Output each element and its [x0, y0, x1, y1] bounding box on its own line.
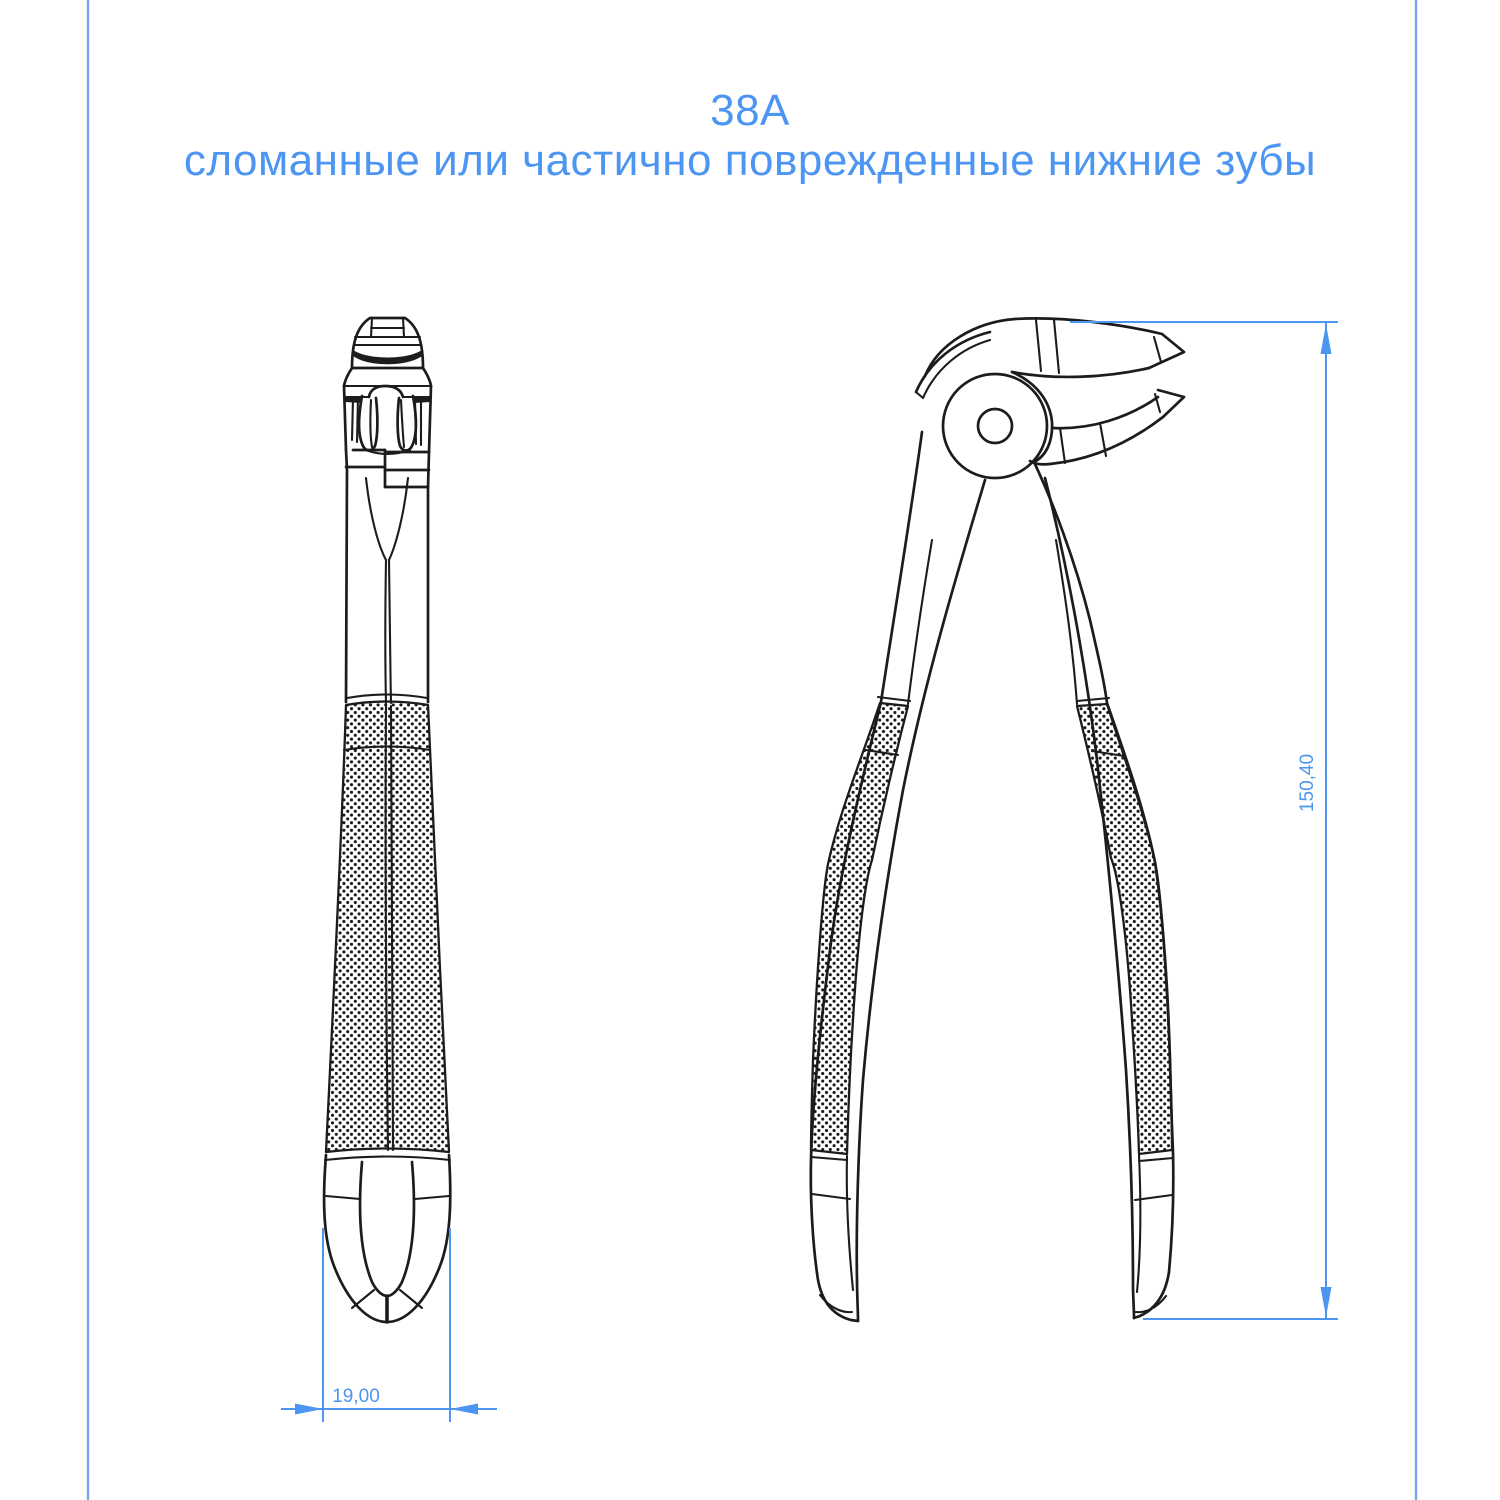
front-view-jaw-detail [344, 368, 431, 487]
instrument-description: сломанные или частично поврежденные нижние зубы [183, 136, 1317, 185]
side-view-left-handle [811, 432, 985, 1321]
side-view-lower-beak [1030, 390, 1184, 464]
front-view-knurled-grip [325, 695, 450, 1161]
arrowhead-left [295, 1404, 323, 1415]
length-dimension-label: 150,40 [1297, 753, 1318, 813]
front-view-drawing [324, 318, 450, 1322]
instrument-code: 38А [710, 86, 790, 135]
width-dimension [281, 1228, 497, 1422]
width-dimension-label: 19,00 [332, 1386, 380, 1407]
side-view-drawing [811, 318, 1184, 1321]
side-view-pivot-joint [943, 374, 1047, 478]
arrowhead-bottom [1321, 1287, 1332, 1317]
side-view-right-handle [1034, 462, 1173, 1318]
front-view-beak-tip [352, 318, 423, 368]
front-view-handle-end [324, 1155, 450, 1322]
arrowhead-top [1321, 324, 1332, 354]
arrowhead-right [450, 1404, 478, 1415]
